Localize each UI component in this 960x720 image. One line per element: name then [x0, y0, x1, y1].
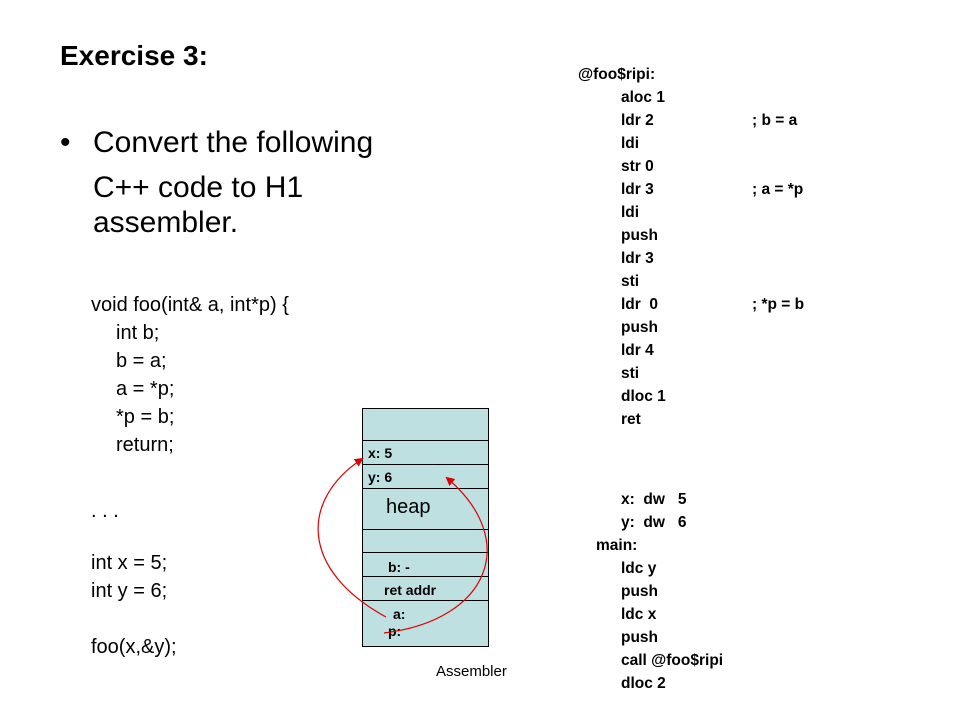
main-line: push	[621, 629, 659, 646]
stack-label-b: b: -	[388, 559, 410, 575]
asm-comment: ; *p = b	[752, 296, 805, 313]
slide-title: Exercise 3:	[60, 40, 208, 71]
stack-label-p: p:	[388, 623, 402, 639]
code-line: int x = 5;	[91, 552, 168, 574]
asm-line: ldr 2	[621, 112, 654, 129]
asm-comment: ; b = a	[752, 112, 798, 129]
stack-cell-args	[362, 600, 489, 647]
main-line: ldc x	[621, 606, 657, 623]
asm-line: push	[621, 319, 659, 336]
main-line: push	[621, 583, 659, 600]
code-line: foo(x,&y);	[91, 636, 177, 658]
asm-line: sti	[621, 273, 640, 290]
main-line: ldc y	[621, 560, 657, 577]
asm-comment: ; a = *p	[752, 181, 804, 198]
asm-line: ldr 0	[621, 296, 659, 313]
main-line: call @foo$ripi	[621, 652, 724, 669]
main-line: dloc 2	[621, 675, 666, 692]
stack-label-y: y: 6	[368, 469, 393, 485]
stack-cell-top	[362, 408, 489, 441]
main-label: main:	[596, 537, 638, 554]
bullet-line-2: C++ code to H1	[93, 171, 304, 204]
asm-line: dloc 1	[621, 388, 666, 405]
stack-label-a: a:	[393, 606, 406, 622]
code-line: . . .	[91, 500, 119, 522]
stack-label-heap: heap	[386, 496, 431, 518]
asm-line: ldi	[621, 135, 640, 152]
asm-line: ldr 3	[621, 250, 654, 267]
stack-label-x: x: 5	[368, 445, 393, 461]
asm-line: ldr 3	[621, 181, 654, 198]
code-line: int y = 6;	[91, 580, 168, 602]
bullet-line-1: Convert the following	[93, 126, 374, 159]
code-line: int b;	[116, 322, 160, 344]
caption: Assembler	[436, 663, 507, 680]
stack-label-ret: ret addr	[384, 582, 437, 598]
asm-line: ldi	[621, 204, 640, 221]
asm-label: @foo$ripi:	[578, 66, 656, 83]
code-line: return;	[116, 434, 174, 456]
asm-line: ret	[621, 411, 641, 428]
code-line: *p = b;	[116, 406, 175, 428]
code-line: b = a;	[116, 350, 167, 372]
bullet-dot: •	[60, 126, 71, 159]
stack-cell-gap	[362, 529, 489, 553]
bullet-line-3: assembler.	[93, 206, 239, 239]
asm-line: sti	[621, 365, 640, 382]
data-line: x: dw 5	[621, 491, 687, 508]
asm-line: push	[621, 227, 659, 244]
asm-line: ldr 4	[621, 342, 654, 359]
stack-cell-b	[362, 552, 489, 577]
asm-line: aloc 1	[621, 89, 665, 106]
asm-line: str 0	[621, 158, 654, 175]
code-line: void foo(int& a, int*p) {	[91, 294, 289, 316]
code-line: a = *p;	[116, 378, 175, 400]
data-line: y: dw 6	[621, 514, 687, 531]
